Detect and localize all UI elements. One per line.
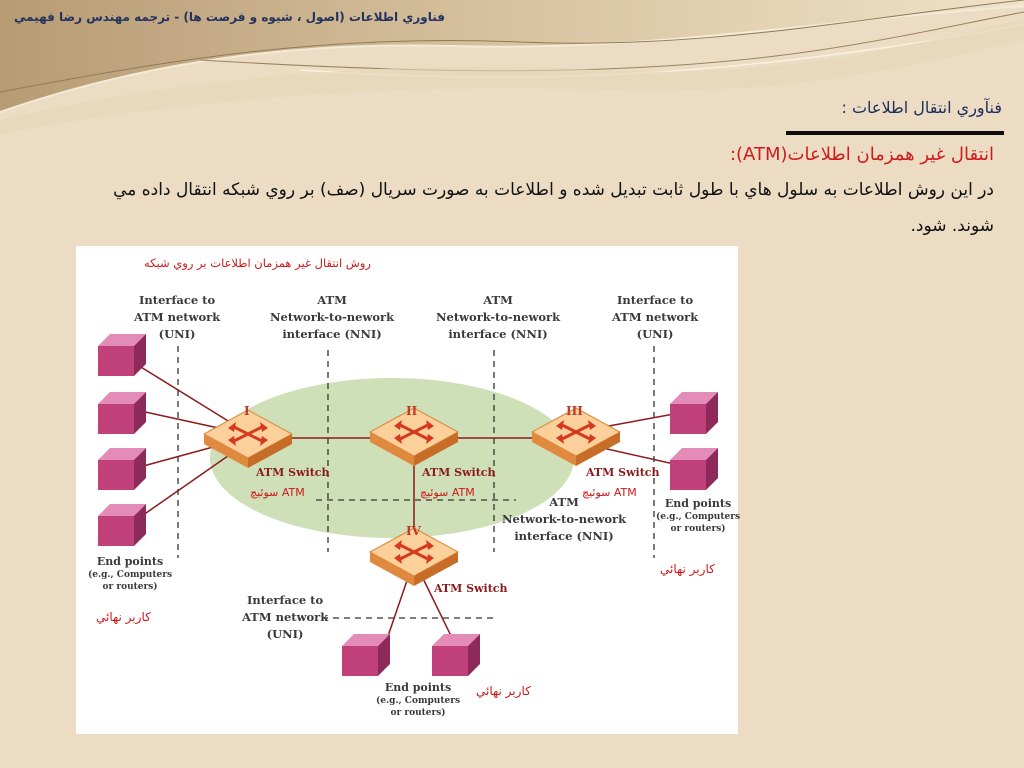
switch-4-label: ATM Switch <box>434 582 508 595</box>
end-user-label-right: كاربر نهائي <box>660 562 715 576</box>
label-uni-left: Interface to ATM network (UNI) <box>134 293 221 341</box>
switch-2-label-fa: سوئيچ ATM <box>420 486 475 499</box>
label-uni-right: Interface to ATM network (UNI) <box>612 293 699 341</box>
switch-number-4: IV <box>406 524 421 538</box>
diagram-caption: روش انتقال غير همزمان اطلاعات بر روي شبكه <box>144 256 371 270</box>
switch-1-label-fa: سوئيچ ATM <box>250 486 305 499</box>
label-nni-1: ATM Network-to-nework interface (NNI) <box>270 293 395 341</box>
atm-subheading: انتقال غير همزمان اطلاعات(ATM): <box>729 144 994 165</box>
atm-network-diagram <box>76 246 741 734</box>
presentation-header-title: فناوري اطلاعات (اصول ، شيوه و فرصت ها) - ترجمه مهندس رضا فهيمي <box>14 10 445 24</box>
section-title: فنآوري انتقال اطلاعات : <box>841 98 1002 117</box>
title-underline <box>786 131 1004 135</box>
endpoint-cube-right-2 <box>670 448 718 490</box>
endpoints-label-bottom: End points (e.g., Computers or routers) <box>376 681 461 718</box>
endpoint-cube-bottom-2 <box>432 634 480 676</box>
endpoint-cube-left-4 <box>98 504 146 546</box>
switch-number-1: I <box>244 404 250 418</box>
label-uni-bottom: Interface to ATM network (UNI) <box>242 593 329 641</box>
switch-2-label: ATM Switch <box>422 466 496 479</box>
switch-3-label-fa: سوئيچ ATM <box>582 486 637 499</box>
endpoint-cube-right-1 <box>670 392 718 434</box>
endpoints-label-right: End points (e.g., Computers or routers) <box>656 497 741 534</box>
endpoints-label-left: End points (e.g., Computers or routers) <box>88 555 173 592</box>
end-user-label-left: كاربر نهائي <box>96 610 151 624</box>
endpoint-cube-left-3 <box>98 448 146 490</box>
endpoint-cube-bottom-1 <box>342 634 390 676</box>
label-nni-2: ATM Network-to-nework interface (NNI) <box>436 293 561 341</box>
switch-number-2: II <box>406 404 418 418</box>
atm-description: در اين روش اطلاعات به سلول هاي با طول ثابت تبديل شده و اطلاعات به صورت سريال (صف) بر روي شبكه انتقال داده مي شوند. شود. <box>113 180 994 236</box>
label-nni-middle: ATM Network-to-nework interface (NNI) <box>502 495 627 543</box>
switch-1-label: ATM Switch <box>256 466 330 479</box>
end-user-label-bottom: كاربر نهائي <box>476 684 531 698</box>
endpoint-cube-left-2 <box>98 392 146 434</box>
switch-3-label: ATM Switch <box>586 466 660 479</box>
switch-number-3: III <box>566 404 583 418</box>
